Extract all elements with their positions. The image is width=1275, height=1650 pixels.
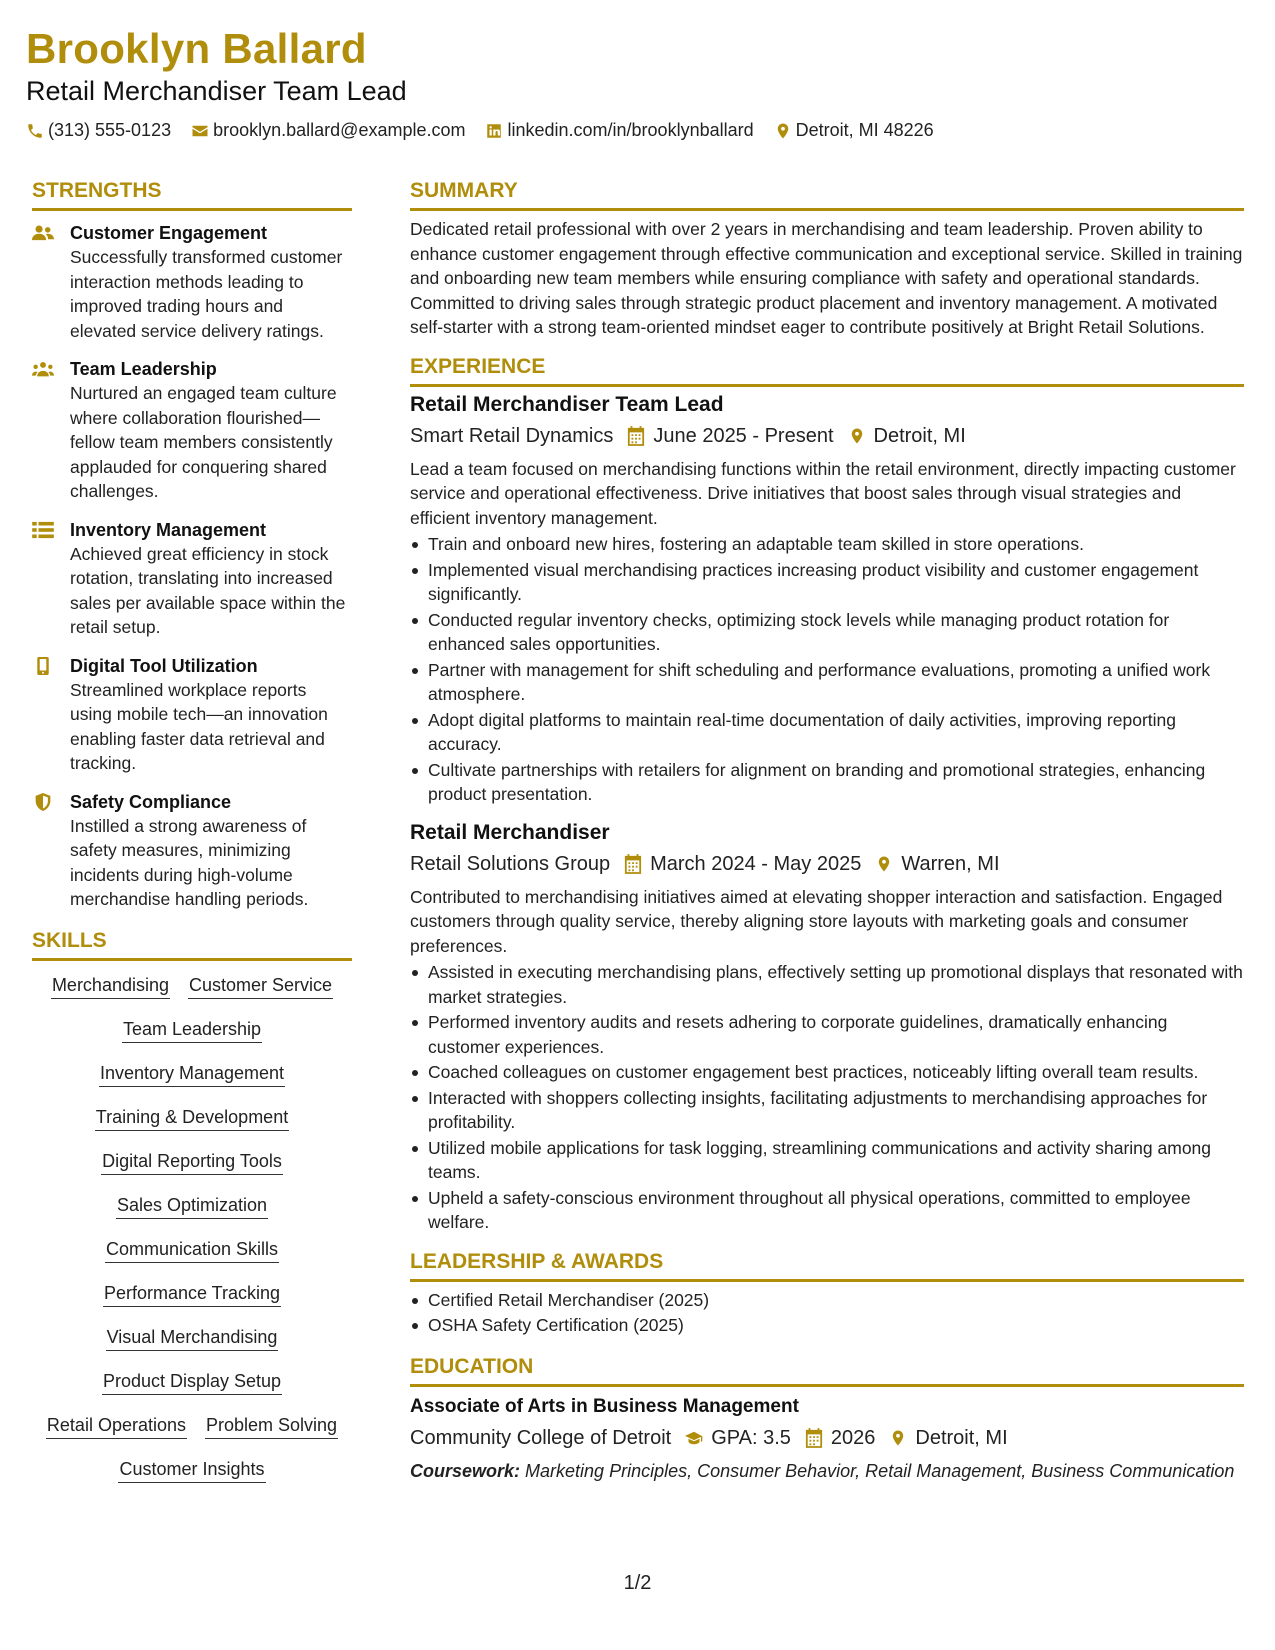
awards-heading: LEADERSHIP & AWARDS [410,1249,664,1273]
job-desc: Lead a team focused on merchandising functions within the retail environment, directly impacting customer service and operational effectiveness. Drive initiatives that boost sales through visual strategies and efficient inventory management. [410,458,1236,528]
skill-tag: Product Display Setup [102,1369,282,1395]
skill-tag: Visual Merchandising [106,1325,279,1351]
envelope-icon [191,122,209,140]
list-item: Performed inventory audits and resets adhering to corporate guidelines, dramatically enhancing customer experiences. [410,1010,1244,1059]
phone-text: (313) 555-0123 [48,120,172,140]
strength-desc: Nurtured an engaged team culture where collaboration flourished—fellow team members consistently applauded for conquering shared challenges. [70,383,337,501]
strength-desc: Instilled a strong awareness of safety measures, minimizing incidents during high-volume merchandise handling periods. [70,815,309,909]
team-icon [32,360,54,378]
list-item: Cultivate partnerships with retailers for alignment on branding and promotional strategies, enhancing product presentation. [410,758,1244,807]
list-item: Certified Retail Merchandiser (2025) [410,1288,1244,1313]
email-text: brooklyn.ballard@example.com [213,120,466,140]
list-item: Implemented visual merchandising practices increasing product visibility and customer engagement significantly. [410,558,1244,607]
skill-tag: Retail Operations [46,1413,187,1439]
strength-title: Customer Engagement [70,223,268,243]
skill-tag: Sales Optimization [116,1193,268,1219]
job-company: Smart Retail Dynamics [410,424,614,447]
summary-text: Dedicated retail professional with over 2 years in merchandising and team leadership. Proven ability to enhance customer engagement through effective communication and exceptional service. Skilled in training and onboarding new team members while ensuring compliance with safety and operational standards. Committed to driving sales through strategic product placement and inventory management. A motivated self-starter with a strong team-oriented mindset eager to contribute positively at Bright Retail Solutions. [410,219,1243,337]
left-column [32,176,352,1483]
strength-item [32,221,352,343]
list-item: Adopt digital platforms to maintain real-time documentation of daily activities, improving reporting accuracy. [410,708,1244,757]
strength-title: Safety Compliance [70,791,232,812]
strengths-heading: STRENGTHS [32,179,162,202]
degree-title: Associate of Arts in Business Management [410,1395,799,1417]
contact-email[interactable] [191,120,465,141]
list-item: Coached colleagues on customer engagement best practices, noticeably lifting overall team results. [410,1060,1244,1085]
section-divider [410,384,1244,387]
school-name: Community College of Detroit [410,1426,672,1449]
resume-header [26,24,1246,141]
strength-title: Inventory Management [70,519,267,540]
list-icon [32,521,54,539]
education-location: Detroit, MI [915,1426,1008,1449]
strength-title: Team Leadership [70,359,217,379]
calendar-icon [627,426,645,446]
coursework-text: Marketing Principles, Consumer Behavior, Retail Management, Business Communication [520,1460,1235,1481]
list-item: Train and onboard new hires, fostering an adaptable team skilled in store operations. [410,532,1244,557]
list-item: Upheld a safety-conscious environment throughout all physical operations, committed to employee welfare. [410,1186,1244,1235]
section-divider [410,1279,1244,1282]
job-dates: March 2024 - May 2025 [650,852,862,875]
phone-icon [26,122,44,140]
candidate-title: Retail Merchandiser Team Lead [26,76,407,106]
list-item: Conducted regular inventory checks, optimizing stock levels while managing product rotation for enhanced sales opportunities. [410,608,1244,657]
location-text: Detroit, MI 48226 [795,120,934,140]
section-divider [410,208,1244,211]
education-meta [410,1423,1244,1453]
job-bullets [410,960,1244,1235]
contact-row [26,120,1246,141]
list-item: Partner with management for shift scheduling and performance evaluations, promoting a unified work atmosphere. [410,658,1244,707]
job-bullets [410,532,1244,807]
section-divider [32,958,352,961]
contact-location [774,120,934,141]
linkedin-icon [485,122,503,140]
strength-item [32,357,352,504]
strength-item [32,790,352,912]
skill-tag: Training & Development [95,1105,289,1131]
skills-heading: SKILLS [32,928,107,952]
job-dates: June 2025 - Present [653,424,834,447]
skill-tag: Team Leadership [122,1017,262,1043]
strength-desc: Successfully transformed customer interaction methods leading to improved trading hours and elevated service delivery ratings. [70,247,343,341]
map-pin-icon [774,122,792,140]
skill-tag: Performance Tracking [103,1281,281,1307]
skill-tag: Merchandising [51,973,170,999]
job-entry [410,819,1244,1235]
list-item: OSHA Safety Certification (2025) [410,1313,1244,1338]
contact-phone[interactable] [26,120,171,141]
strength-desc: Achieved great efficiency in stock rotation, translating into increased sales per available space within the retail setup. [70,543,346,637]
graduation-year: 2026 [830,1426,876,1449]
users-icon [32,224,54,242]
job-entry [410,391,1244,807]
skill-tag: Problem Solving [205,1413,338,1439]
list-item: Utilized mobile applications for task logging, streamlining communications and activity sharing among teams. [410,1136,1244,1185]
page-number [0,1572,1275,1595]
candidate-name: Brooklyn Ballard [26,25,367,72]
experience-heading: EXPERIENCE [410,354,546,378]
skill-tag: Customer Service [188,973,333,999]
job-title: Retail Merchandiser Team Lead [410,392,724,416]
strength-desc: Streamlined workplace reports using mobile tech—an innovation enabling faster data retrieval and tracking. [70,679,328,773]
summary-heading: SUMMARY [410,179,518,202]
page-number-text: 1/2 [623,1572,652,1594]
strength-item [32,654,352,776]
job-location: Detroit, MI [873,424,966,447]
awards-list [410,1288,1244,1338]
gpa-text: GPA: 3.5 [711,1426,791,1449]
coursework-label: Coursework: [410,1460,521,1481]
linkedin-text: linkedin.com/in/brooklynballard [507,120,754,140]
section-divider [32,208,352,211]
job-meta [410,849,1244,879]
calendar-icon [805,1428,823,1448]
job-meta [410,421,1244,451]
contact-linkedin[interactable] [485,120,753,141]
skill-tag: Communication Skills [105,1237,279,1263]
map-pin-icon [848,426,866,446]
skill-tag: Digital Reporting Tools [101,1149,283,1175]
job-location: Warren, MI [901,852,1000,875]
skill-tag: Inventory Management [99,1061,285,1087]
mobile-icon [32,657,54,675]
job-company: Retail Solutions Group [410,852,611,875]
section-divider [410,1384,1244,1387]
job-desc: Contributed to merchandising initiatives aimed at elevating shopper interaction and satisfaction. Engaged customers through quality service, thereby aligning store layouts with marketing goals and consumer preferences. [410,886,1223,956]
shield-icon [32,793,54,811]
right-column [410,176,1244,1483]
calendar-icon [624,854,642,874]
list-item: Assisted in executing merchandising plans, effectively setting up promotional displays that resonated with market strategies. [410,960,1244,1009]
list-item: Interacted with shoppers collecting insights, facilitating adjustments to merchandising approaches for profitability. [410,1086,1244,1135]
skills-list [32,971,352,1483]
coursework [410,1459,1244,1483]
map-pin-icon [875,854,893,874]
map-pin-icon [889,1428,907,1448]
job-title: Retail Merchandiser [410,820,610,844]
education-heading: EDUCATION [410,1354,534,1378]
strength-title: Digital Tool Utilization [70,655,258,676]
strength-item [32,518,352,640]
graduation-cap-icon [685,1428,703,1448]
skill-tag: Customer Insights [118,1457,265,1483]
